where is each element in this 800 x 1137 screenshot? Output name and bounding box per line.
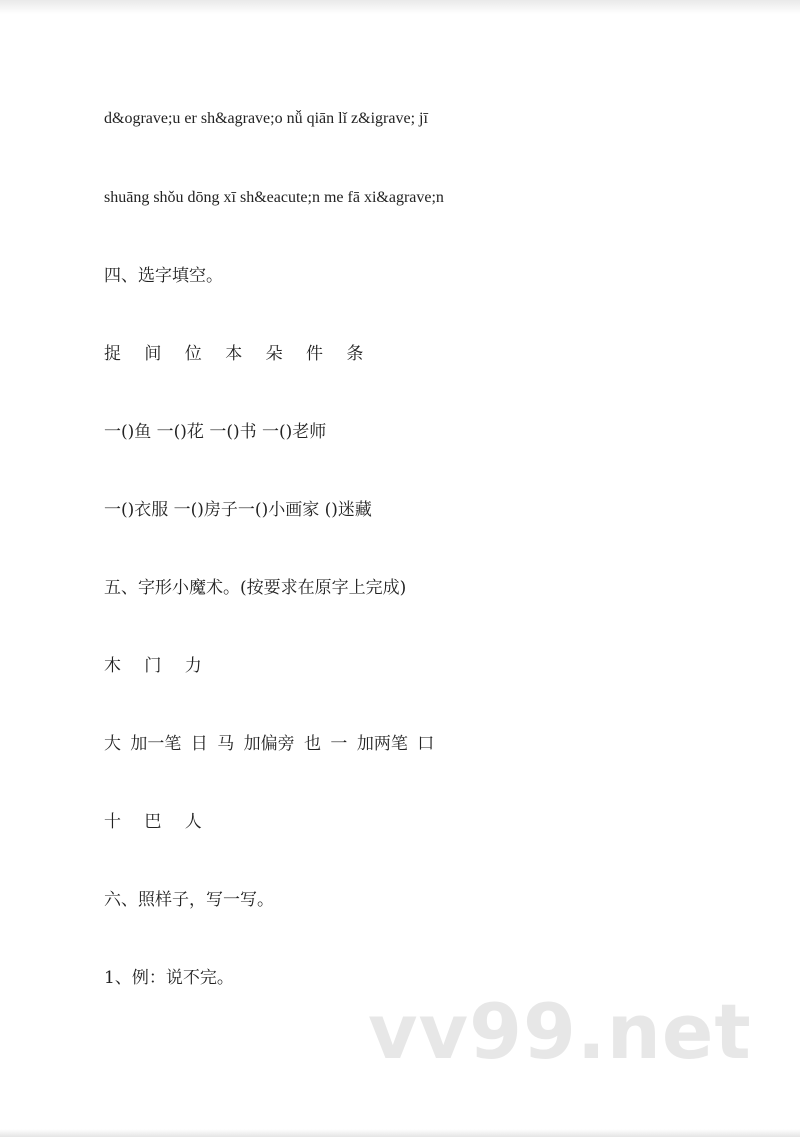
section-heading-5: 五、字形小魔术。(按要求在原字上完成) xyxy=(104,578,407,598)
fill-blank-row-1: 一()鱼 一()花 一()书 一()老师 xyxy=(104,422,327,442)
character-row-1: 木 门 力 xyxy=(104,656,211,676)
watermark: vv99.net xyxy=(368,987,752,1076)
section-heading-4: 四、选字填空。 xyxy=(104,266,223,286)
pinyin-line-1: d&ograve;u er sh&agrave;o nǚ qiān lǐ z&igrave; jī xyxy=(104,110,428,127)
section-heading-6: 六、照样子，写一写。 xyxy=(104,890,274,910)
page-bottom-edge xyxy=(0,1129,800,1137)
page-top-shadow xyxy=(0,0,800,14)
example-line: 1、例：说不完。 xyxy=(104,968,234,988)
character-instructions: 大 加一笔 日 马 加偏旁 也 一 加两笔 口 xyxy=(104,734,435,754)
fill-blank-row-2: 一()衣服 一()房子一()小画家 ()迷藏 xyxy=(104,500,372,520)
pinyin-line-2: shuāng shǒu dōng xī sh&eacute;n me fā xi&agrave;n xyxy=(104,189,444,206)
character-row-2: 十 巴 人 xyxy=(104,812,211,832)
word-choices: 捉 间 位 本 朵 件 条 xyxy=(104,344,373,364)
